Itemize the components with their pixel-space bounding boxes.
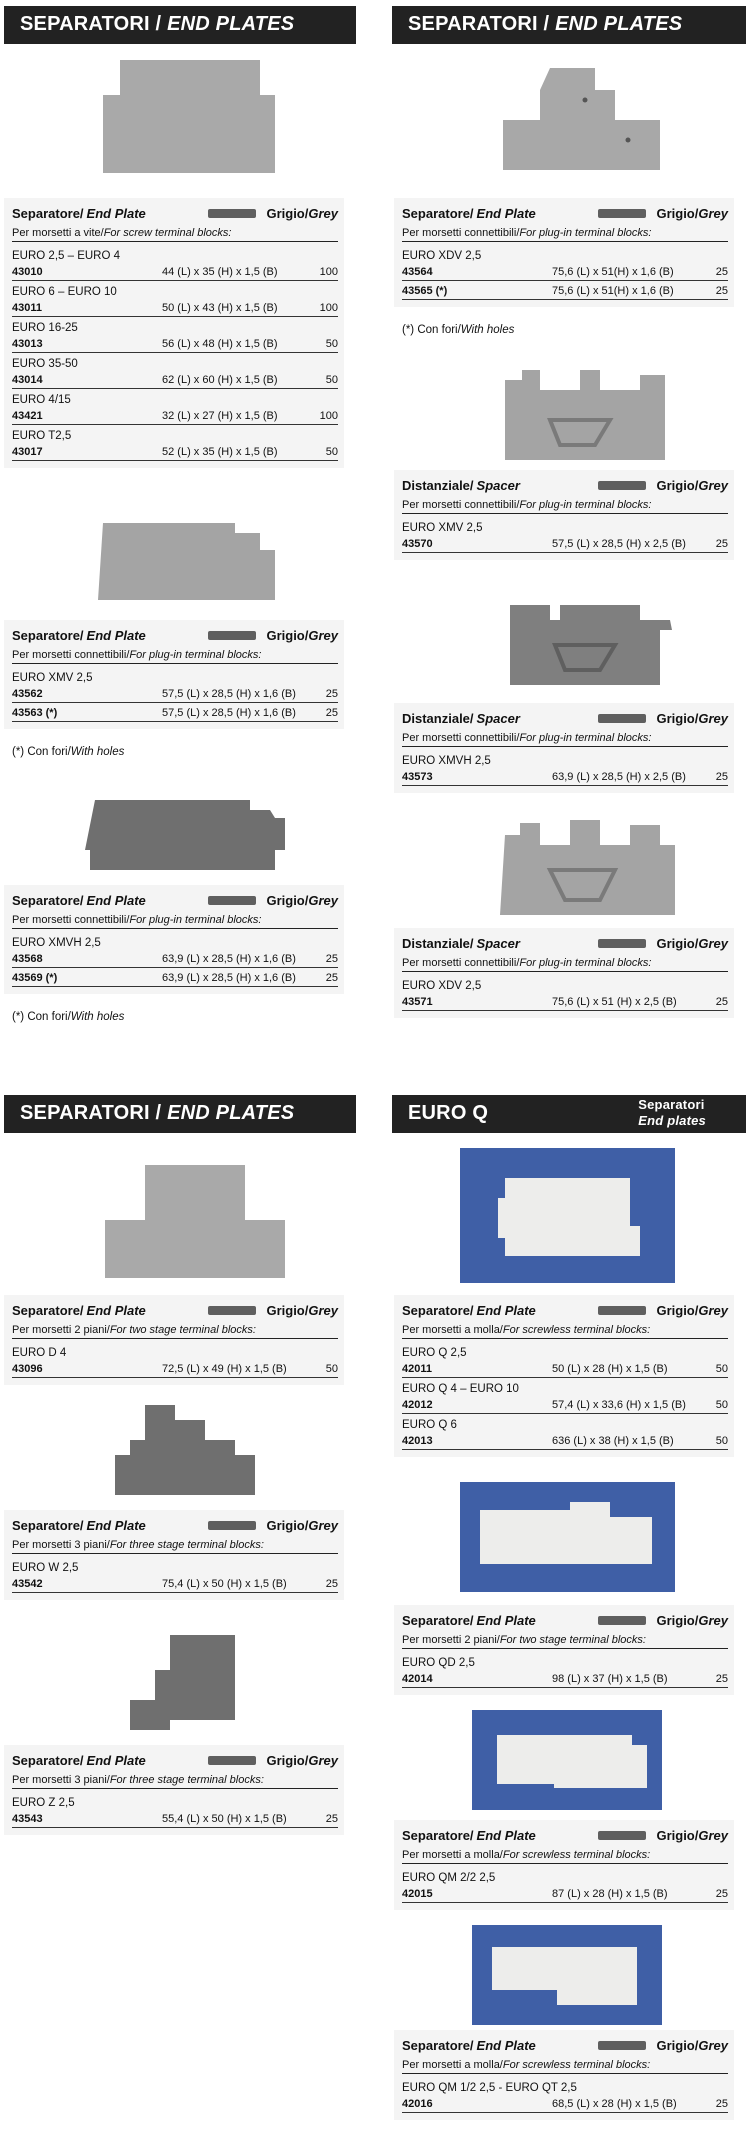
- product-row: 43542 75,4 (L) x 50 (H) x 1,5 (B) 25: [12, 1577, 338, 1593]
- product-group-label: EURO 35-50: [12, 358, 78, 370]
- product-group-label: EURO 4/15: [12, 394, 71, 406]
- color-swatch: [598, 1831, 646, 1840]
- product-card: [4, 1745, 344, 1835]
- product-group-label: EURO Q 6: [402, 1419, 457, 1431]
- card-subtitle: Per morsetti a molla/For screwless terminal blocks:: [402, 2056, 728, 2074]
- product-group-label: EURO QD 2,5: [402, 1657, 475, 1669]
- product-row: 43011 50 (L) x 43 (H) x 1,5 (B) 100: [12, 301, 338, 317]
- product-card: [394, 1820, 734, 1910]
- product-row: 43564 75,6 (L) x 51(H) x 1,6 (B) 25: [402, 265, 728, 281]
- product-card: [4, 885, 344, 994]
- product-group-label: EURO D 4: [12, 1347, 67, 1359]
- card-title: Separatore/ End Plate Grigio/Grey: [12, 1302, 338, 1318]
- card-title: Separatore/ End Plate Grigio/Grey: [12, 627, 338, 643]
- product-group-label: EURO 6 – EURO 10: [12, 286, 117, 298]
- end-plate-image: [80, 790, 290, 880]
- product-group-label: EURO W 2,5: [12, 1562, 79, 1574]
- end-plate-image: [125, 1630, 240, 1735]
- product-group-label: EURO XMVH 2,5: [402, 755, 491, 767]
- end-plate-image: [460, 1148, 675, 1283]
- card-title: Separatore/ End Plate Grigio/Grey: [12, 892, 338, 908]
- product-card: [394, 198, 734, 307]
- product-group-label: EURO QM 2/2 2,5: [402, 1872, 496, 1884]
- product-row: 43017 52 (L) x 35 (H) x 1,5 (B) 50: [12, 445, 338, 461]
- card-title: Separatore/ End Plate Grigio/Grey: [12, 1517, 338, 1533]
- product-card: [4, 1510, 344, 1600]
- section-header: SEPARATORI / END PLATES: [392, 6, 746, 44]
- product-row: 43568 63,9 (L) x 28,5 (H) x 1,6 (B) 25: [12, 952, 338, 968]
- card-subtitle: Per morsetti connettibili/For plug-in terminal blocks:: [402, 496, 728, 514]
- color-swatch: [208, 631, 256, 640]
- color-swatch: [208, 1306, 256, 1315]
- card-subtitle: Per morsetti connettibili/For plug-in terminal blocks:: [402, 729, 728, 747]
- end-plate-image: [500, 60, 670, 172]
- spacer-image: [490, 815, 680, 920]
- product-card: [394, 2030, 734, 2120]
- product-group-label: EURO QM 1/2 2,5 - EURO QT 2,5: [402, 2082, 577, 2094]
- end-plate-image: [100, 1160, 290, 1280]
- product-row: 42011 50 (L) x 28 (H) x 1,5 (B) 50: [402, 1362, 728, 1378]
- end-plate-image: [472, 1925, 662, 2025]
- end-plate-image: [110, 1400, 260, 1500]
- product-row: 43543 55,4 (L) x 50 (H) x 1,5 (B) 25: [12, 1812, 338, 1828]
- product-group-label: EURO Q 4 – EURO 10: [402, 1383, 519, 1395]
- card-subtitle: Per morsetti a molla/For screwless terminal blocks:: [402, 1846, 728, 1864]
- product-row: 43010 44 (L) x 35 (H) x 1,5 (B) 100: [12, 265, 338, 281]
- card-subtitle: Per morsetti connettibili/For plug-in terminal blocks:: [402, 224, 728, 242]
- product-row: 42014 98 (L) x 37 (H) x 1,5 (B) 25: [402, 1672, 728, 1688]
- card-subtitle: Per morsetti 2 piani/For two stage terminal blocks:: [402, 1631, 728, 1649]
- product-row: 43570 57,5 (L) x 28,5 (H) x 2,5 (B) 25: [402, 537, 728, 553]
- card-subtitle: Per morsetti connettibili/For plug-in terminal blocks:: [402, 954, 728, 972]
- color-swatch: [598, 1616, 646, 1625]
- spacer-image: [500, 600, 680, 688]
- card-title: Distanziale/ Spacer Grigio/Grey: [402, 935, 728, 951]
- product-row: 42013 636 (L) x 38 (H) x 1,5 (B) 50: [402, 1434, 728, 1450]
- color-swatch: [208, 1521, 256, 1530]
- section-header: SEPARATORI / END PLATES: [4, 6, 356, 44]
- card-subtitle: Per morsetti 2 piani/For two stage terminal blocks:: [12, 1321, 338, 1339]
- card-subtitle: Per morsetti connettibili/For plug-in terminal blocks:: [12, 646, 338, 664]
- product-row: 43569 (*) 63,9 (L) x 28,5 (H) x 1,6 (B) 25: [12, 971, 338, 987]
- product-group-label: EURO XMV 2,5: [402, 522, 483, 534]
- end-plate-image: [472, 1710, 662, 1810]
- card-title: Distanziale/ Spacer Grigio/Grey: [402, 477, 728, 493]
- card-title: Separatore/ End Plate Grigio/Grey: [12, 1752, 338, 1768]
- product-row: 43421 32 (L) x 27 (H) x 1,5 (B) 100: [12, 409, 338, 425]
- product-row: 42016 68,5 (L) x 28 (H) x 1,5 (B) 25: [402, 2097, 728, 2113]
- end-plate-image: [100, 55, 280, 175]
- product-row: 43562 57,5 (L) x 28,5 (H) x 1,6 (B) 25: [12, 687, 338, 703]
- product-card: [394, 1295, 734, 1457]
- product-row: 43571 75,6 (L) x 51 (H) x 2,5 (B) 25: [402, 995, 728, 1011]
- product-row: 43573 63,9 (L) x 28,5 (H) x 2,5 (B) 25: [402, 770, 728, 786]
- card-subtitle: Per morsetti connettibili/For plug-in terminal blocks:: [12, 911, 338, 929]
- card-title: Separatore/ End Plate Grigio/Grey: [402, 205, 728, 221]
- product-card: [394, 703, 734, 793]
- card-title: Separatore/ End Plate Grigio/Grey: [402, 1302, 728, 1318]
- card-subtitle: Per morsetti 3 piani/For three stage terminal blocks:: [12, 1536, 338, 1554]
- color-swatch: [598, 481, 646, 490]
- product-group-label: EURO T2,5: [12, 430, 72, 442]
- section-header: SEPARATORI / END PLATES: [4, 1095, 356, 1133]
- card-title: Separatore/ End Plate Grigio/Grey: [402, 2037, 728, 2053]
- product-group-label: EURO XMVH 2,5: [12, 937, 101, 949]
- product-row: 43096 72,5 (L) x 49 (H) x 1,5 (B) 50: [12, 1362, 338, 1378]
- product-card: [4, 198, 344, 468]
- card-subtitle: Per morsetti a molla/For screwless terminal blocks:: [402, 1321, 728, 1339]
- product-row: 43013 56 (L) x 48 (H) x 1,5 (B) 50: [12, 337, 338, 353]
- color-swatch: [598, 714, 646, 723]
- section-header: EURO Q Separatori End plates: [392, 1095, 746, 1133]
- product-row: 43565 (*) 75,6 (L) x 51(H) x 1,6 (B) 25: [402, 284, 728, 300]
- footnote: (*) Con fori/With holes: [402, 324, 515, 336]
- color-swatch: [598, 1306, 646, 1315]
- product-row: 43563 (*) 57,5 (L) x 28,5 (H) x 1,6 (B) 25: [12, 706, 338, 722]
- product-card: [394, 470, 734, 560]
- product-row: 42012 57,4 (L) x 33,6 (H) x 1,5 (B) 50: [402, 1398, 728, 1414]
- header-subtitle: Separatori End plates: [638, 1097, 706, 1128]
- product-row: 42015 87 (L) x 28 (H) x 1,5 (B) 25: [402, 1887, 728, 1903]
- product-group-label: EURO 16-25: [12, 322, 78, 334]
- product-group-label: EURO XDV 2,5: [402, 250, 482, 262]
- spacer-image: [500, 365, 675, 465]
- product-card: [394, 928, 734, 1018]
- color-swatch: [208, 209, 256, 218]
- product-card: [4, 620, 344, 729]
- product-group-label: EURO 2,5 – EURO 4: [12, 250, 121, 262]
- color-swatch: [598, 2041, 646, 2050]
- end-plate-image: [460, 1482, 675, 1592]
- product-card: [394, 1605, 734, 1695]
- product-group-label: EURO Z 2,5: [12, 1797, 75, 1809]
- product-card: [4, 1295, 344, 1385]
- card-title: Separatore/ End Plate Grigio/Grey: [12, 205, 338, 221]
- color-swatch: [208, 896, 256, 905]
- end-plate-image: [95, 515, 280, 605]
- card-subtitle: Per morsetti 3 piani/For three stage terminal blocks:: [12, 1771, 338, 1789]
- footnote: (*) Con fori/With holes: [12, 1011, 125, 1023]
- card-subtitle: Per morsetti a vite/For screw terminal blocks:: [12, 224, 338, 242]
- product-group-label: EURO XDV 2,5: [402, 980, 482, 992]
- card-title: Distanziale/ Spacer Grigio/Grey: [402, 710, 728, 726]
- card-title: Separatore/ End Plate Grigio/Grey: [402, 1827, 728, 1843]
- color-swatch: [598, 939, 646, 948]
- product-group-label: EURO Q 2,5: [402, 1347, 467, 1359]
- color-swatch: [208, 1756, 256, 1765]
- footnote: (*) Con fori/With holes: [12, 746, 125, 758]
- product-row: 43014 62 (L) x 60 (H) x 1,5 (B) 50: [12, 373, 338, 389]
- product-group-label: EURO XMV 2,5: [12, 672, 93, 684]
- card-title: Separatore/ End Plate Grigio/Grey: [402, 1612, 728, 1628]
- color-swatch: [598, 209, 646, 218]
